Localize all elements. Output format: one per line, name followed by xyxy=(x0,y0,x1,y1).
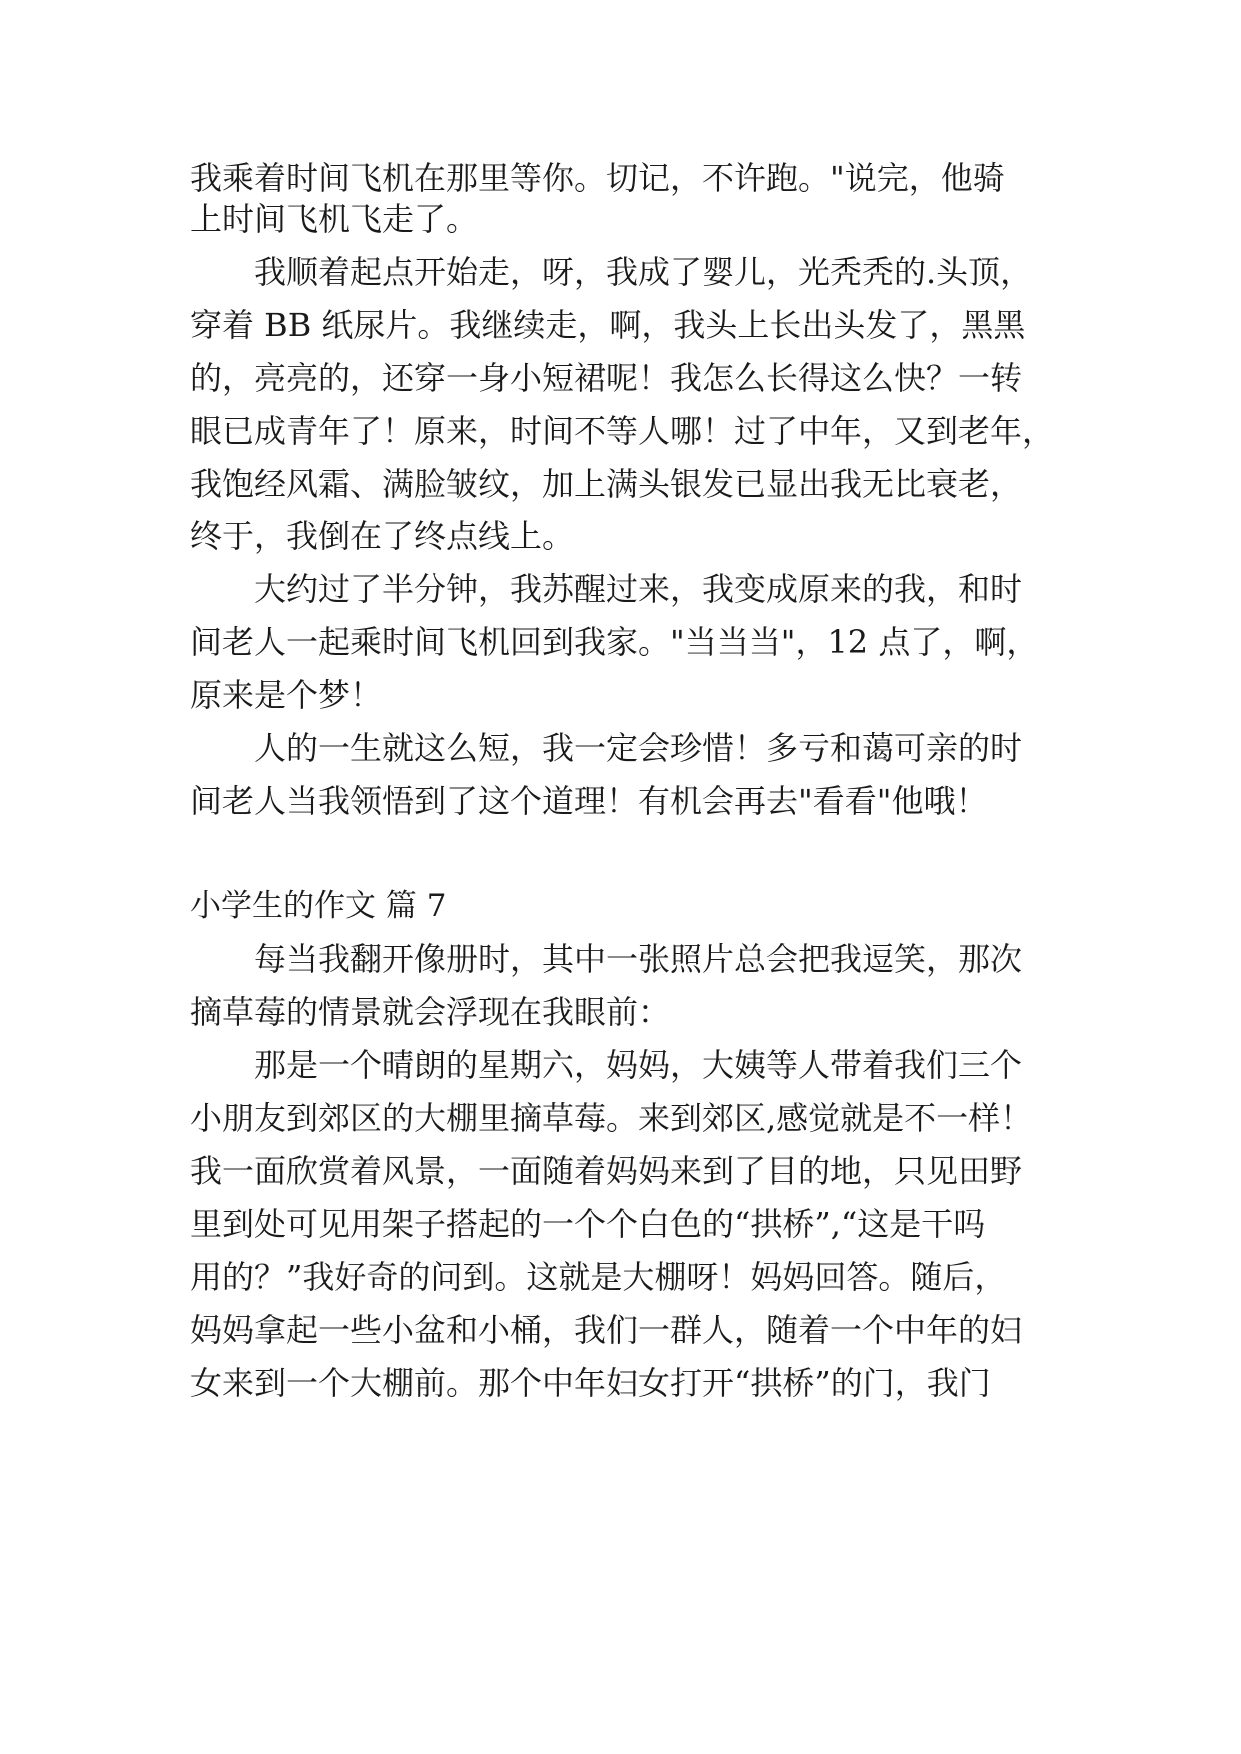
paragraph-line: 大约过了半分钟，我苏醒过来，我变成原来的我，和时 xyxy=(254,570,1023,608)
paragraph-line: 每当我翻开像册时，其中一张照片总会把我逗笑，那次 xyxy=(254,940,1023,978)
paragraph-line: 女来到一个大棚前。那个中年妇女打开“拱桥”的门，我门 xyxy=(190,1364,991,1402)
paragraph-line: 小朋友到郊区的大棚里摘草莓。来到郊区,感觉就是不一样！ xyxy=(190,1099,1033,1137)
paragraph-line: 我饱经风霜、满脸皱纹，加上满头银发已显出我无比衰老， xyxy=(190,465,1023,503)
paragraph-line: 原来是个梦！ xyxy=(190,676,383,714)
paragraph-line: 妈妈拿起一些小盆和小桶，我们一群人，随着一个中年的妇 xyxy=(190,1311,1023,1349)
paragraph-line: 上时间飞机飞走了。 xyxy=(190,200,479,238)
paragraph-line: 我一面欣赏着风景，一面随着妈妈来到了目的地，只见田野 xyxy=(190,1152,1023,1190)
paragraph-line: 用的？”我好奇的问到。这就是大棚呀！妈妈回答。随后， xyxy=(190,1258,1007,1296)
paragraph-line: 摘草莓的情景就会浮现在我眼前： xyxy=(190,993,671,1031)
paragraph-line: 人的一生就这么短，我一定会珍惜！多亏和蔼可亲的时 xyxy=(254,729,1023,767)
paragraph-line: 间老人当我领悟到了这个道理！有机会再去"看看"他哦！ xyxy=(190,782,988,820)
section-heading: 小学生的作文 篇 7 xyxy=(190,888,447,924)
paragraph-line: 穿着 BB 纸尿片。我继续走，啊，我头上长出头发了，黑黑 xyxy=(190,306,1026,344)
paragraph-line: 我乘着时间飞机在那里等你。切记，不许跑。"说完，他骑 xyxy=(190,159,1005,197)
paragraph-line: 间老人一起乘时间飞机回到我家。"当当当"，12 点了，啊， xyxy=(190,623,1039,661)
paragraph-line: 我顺着起点开始走，呀，我成了婴儿，光秃秃的.头顶， xyxy=(254,253,1033,291)
paragraph-line: 终于，我倒在了终点线上。 xyxy=(190,517,575,555)
paragraph-line: 那是一个晴朗的星期六，妈妈，大姨等人带着我们三个 xyxy=(254,1046,1023,1084)
paragraph-line: 眼已成青年了！原来，时间不等人哪！过了中年，又到老年， xyxy=(190,412,1055,450)
paragraph-line: 的，亮亮的，还穿一身小短裙呢！我怎么长得这么快？一转 xyxy=(190,359,1023,397)
paragraph-line: 里到处可见用架子搭起的一个个白色的“拱桥”,“这是干吗 xyxy=(190,1205,986,1243)
